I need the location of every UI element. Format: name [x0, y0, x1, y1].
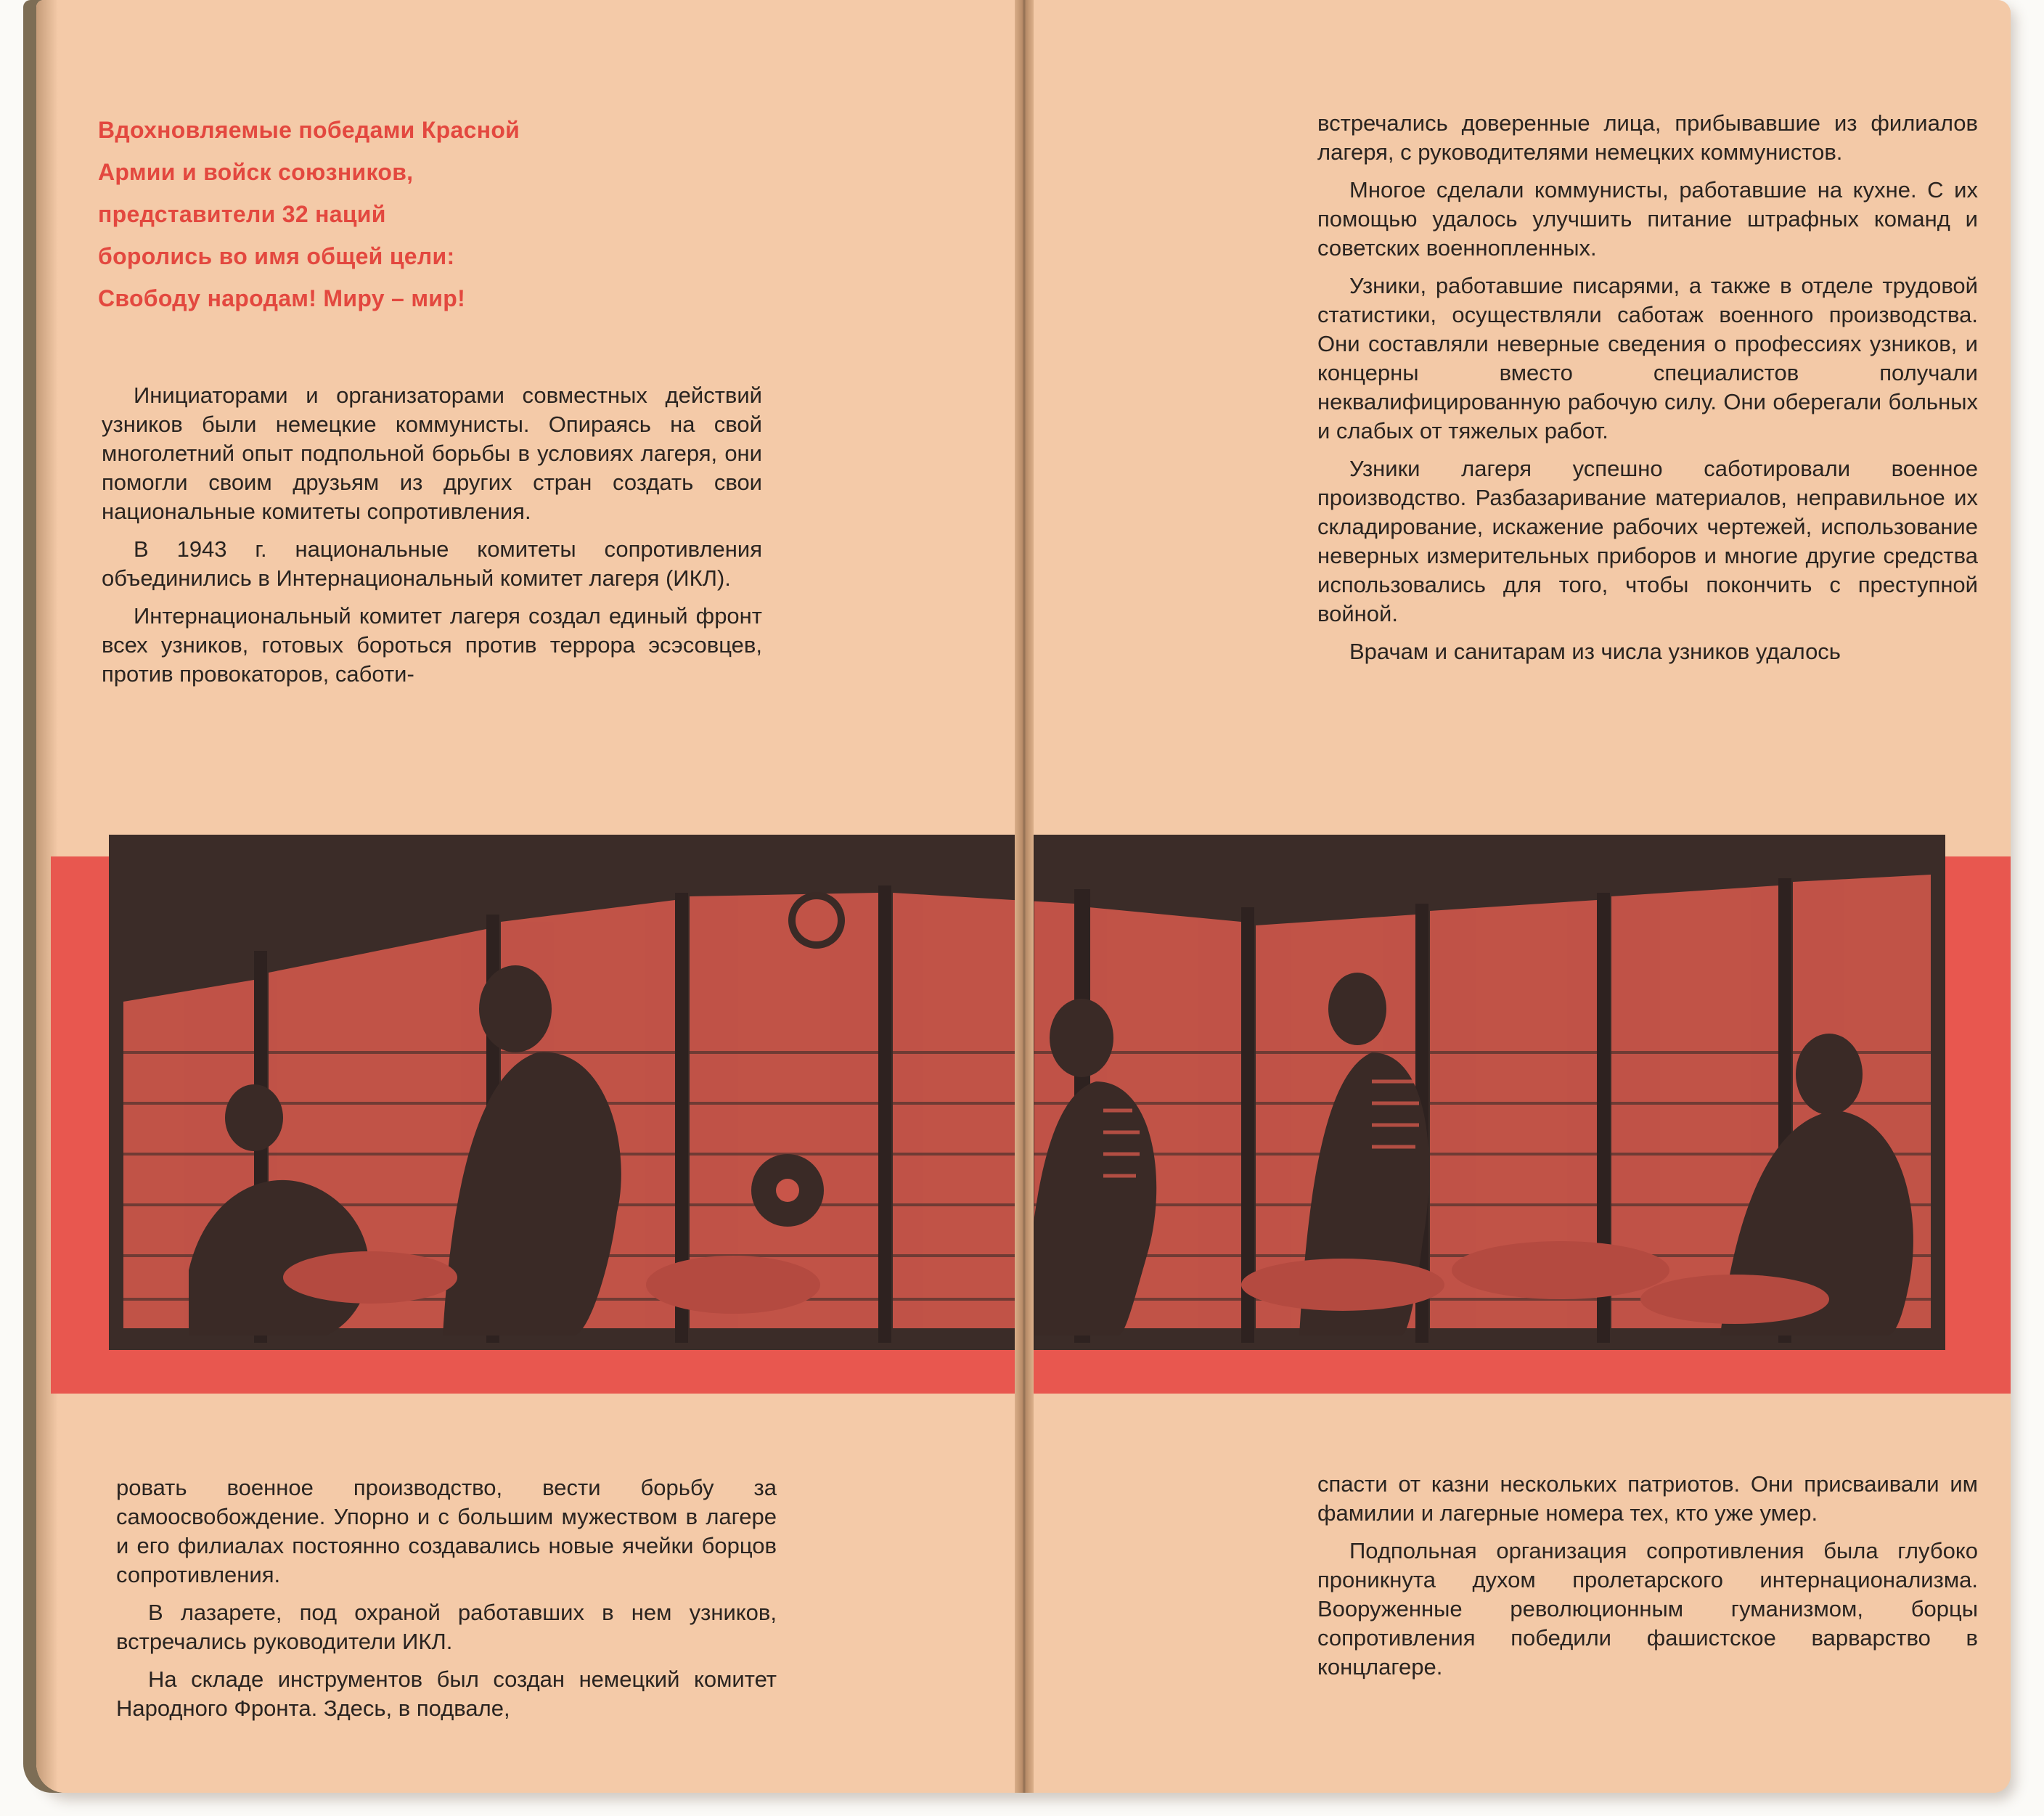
paragraph: В лазарете, под охраной работавших в нем узников, встречались руководители ИКЛ. — [116, 1600, 777, 1654]
paragraph: Инициаторами и организаторами совместных действий узников были немецкие коммунисты. Опираясь на свой многолетний опыт подпольной борьбы в условиях лагеря, они помогли своим друзьям из других стран создать свои национальные комитеты сопротивления. — [102, 383, 762, 524]
paragraph: В 1943 г. национальные комитеты сопротивления объединились в Интернациональный комитет лагеря (ИКЛ). — [102, 536, 762, 591]
paragraph: Многое сделали коммунисты, работавшие на кухне. С их помощью удалось улучшить питание штрафных команд и советских военнопленных. — [1317, 177, 1978, 261]
booklet-spread — [36, 0, 2011, 1793]
paragraph: На складе инструментов был создан немецкий комитет Народного Фронта. Здесь, в подвале, — [116, 1666, 777, 1721]
left-page-bottom-text — [116, 1473, 777, 1732]
paragraph: Узники лагеря успешно саботировали военное производство. Разбазаривание материалов, неправильное их складирование, искажение рабочих чертежей, использование неверных измерительных приборов и многие другие средства использовались для того, чтобы покончить с преступной войной. — [1317, 456, 1978, 626]
paragraph: спасти от казни нескольких патриотов. Они присваивали им фамилии и лагерные номера тех, кто уже умер. — [1317, 1471, 1978, 1526]
paragraph: Подпольная организация сопротивления была глубоко проникнута духом пролетарского интернационализма. Вооруженные революционным гуманизмом, борцы сопротивления победили фашистское варварство в концлагере. — [1317, 1538, 1978, 1680]
right-page-bottom-text — [1317, 1470, 1978, 1690]
heading-line: представители 32 наций — [98, 201, 386, 227]
right-page-top-text — [1317, 109, 1978, 675]
paragraph: встречались доверенные лица, прибывавшие из филиалов лагеря, с руководителями немецких коммунистов. — [1317, 110, 1978, 165]
heading-line: боролись во имя общей цели: — [98, 243, 455, 269]
paragraph: ровать военное производство, вести борьбу за самоосвобождение. Упорно и с большим мужеством в лагере и его филиалах постоянно создавались новые ячейки борцов сопротивления. — [116, 1475, 777, 1587]
book-spine-gutter — [1015, 0, 1034, 1793]
left-page-top-text — [102, 381, 762, 698]
paragraph: Узники, работавшие писарями, а также в отделе трудовой статистики, осуществляли саботаж военного производства. Они составляли неверные сведения о профессиях узников, и концерны вместо специалистов получали неквалифицированную рабочую силу. Они оберегали больных и слабых от тяжелых работ. — [1317, 273, 1978, 443]
heading-line: Свободу народам! Миру – мир! — [98, 285, 466, 311]
heading-line: Вдохновляемые победами Красной — [98, 117, 520, 143]
heading-line: Армии и войск союзников, — [98, 159, 414, 185]
paragraph: Врачам и санитарам из числа узников удалось — [1349, 639, 1841, 664]
paragraph: Интернациональный комитет лагеря создал единый фронт всех узников, готовых бороться против террора эсэсовцев, против провокаторов, саботи- — [102, 603, 762, 687]
red-slogan-heading — [98, 109, 650, 319]
